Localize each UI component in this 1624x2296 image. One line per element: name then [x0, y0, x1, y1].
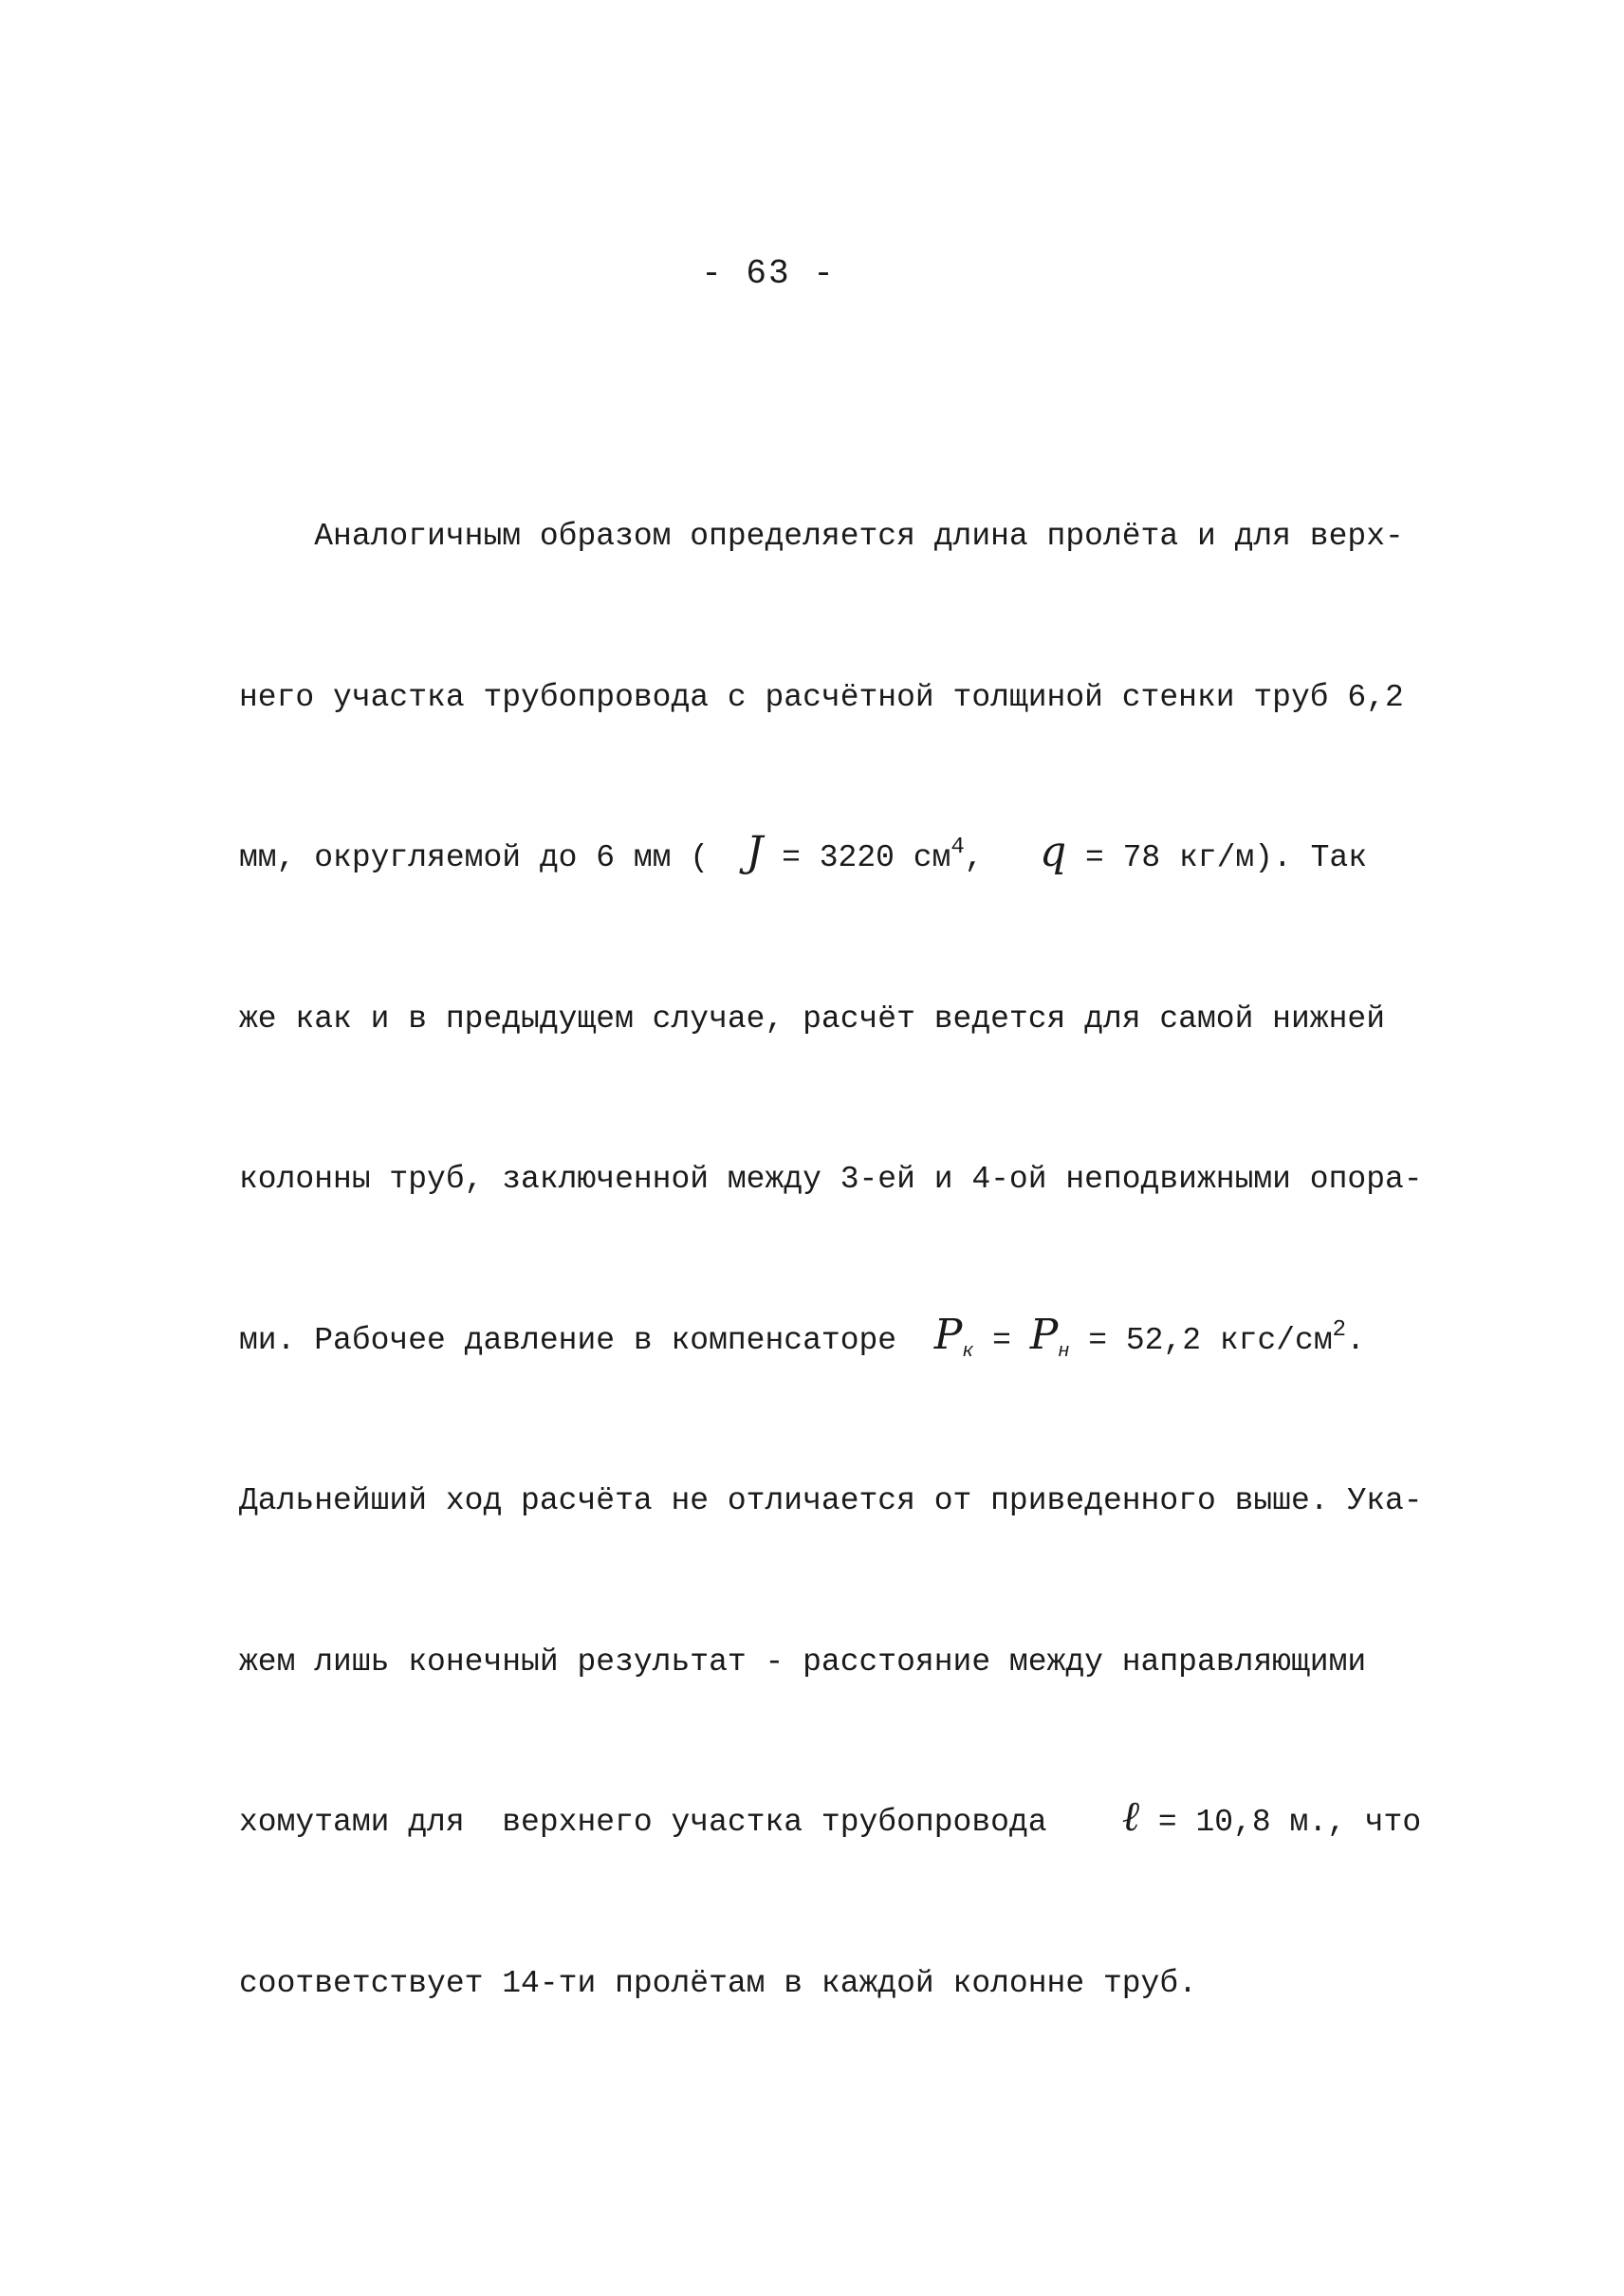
- text-line-4: же как и в предыдущем случае, расчёт ведется для самой нижней: [239, 1001, 1385, 1037]
- text-line-7: Дальнейший ход расчёта не отличается от приведенного выше. Ука-: [239, 1483, 1423, 1518]
- math-symbol-pressure: P: [1029, 1310, 1059, 1359]
- superscript: 2: [1332, 1316, 1347, 1343]
- text-line-10: соответствует 14-ти пролётам в каждой колонне труб.: [239, 1965, 1197, 2001]
- text-segment: = 3220 см: [763, 840, 951, 875]
- text-segment: ми. Рабочее давление в компенсаторе: [239, 1322, 934, 1358]
- paragraph: [239, 403, 1423, 2065]
- text-line-9: [239, 1792, 1422, 1850]
- math-symbol-weight: q: [1040, 828, 1067, 876]
- text-line-3: [239, 828, 1415, 886]
- text-line-6: [239, 1310, 1415, 1368]
- subscript: н: [1058, 1340, 1070, 1363]
- text-segment: = 52,2 кгс/см: [1069, 1322, 1333, 1358]
- subscript: к: [962, 1340, 974, 1363]
- text-segment: = 78 кг/м). Так: [1066, 840, 1368, 875]
- superscript: 4: [950, 835, 965, 860]
- page-number: - 63 -: [701, 254, 836, 293]
- text-line-2: него участка трубопровода с расчётной толщиной стенки труб 6,2: [239, 679, 1404, 715]
- math-symbol-moment-of-inertia: J: [746, 828, 764, 876]
- text-segment: .: [1346, 1322, 1365, 1358]
- math-symbol-pressure: P: [933, 1310, 963, 1359]
- text-segment: мм, округляемой до 6 мм (: [239, 840, 747, 875]
- text-line-1: Аналогичным образом определяется длина пролёта и для верх-: [239, 519, 1404, 554]
- text-segment: хомутами для верхнего участка трубопровода: [239, 1805, 1122, 1840]
- text-segment: ,: [964, 840, 1040, 875]
- math-symbol-length: ℓ: [1121, 1792, 1140, 1841]
- text-segment: = 10,8 м., что: [1139, 1805, 1422, 1840]
- text-segment: =: [973, 1322, 1030, 1358]
- text-line-8: жем лишь конечный результат - расстояние между направляющими: [239, 1644, 1367, 1680]
- text-line-5: колонны труб, заключенной между 3-ей и 4-ой неподвижными опора-: [239, 1162, 1423, 1197]
